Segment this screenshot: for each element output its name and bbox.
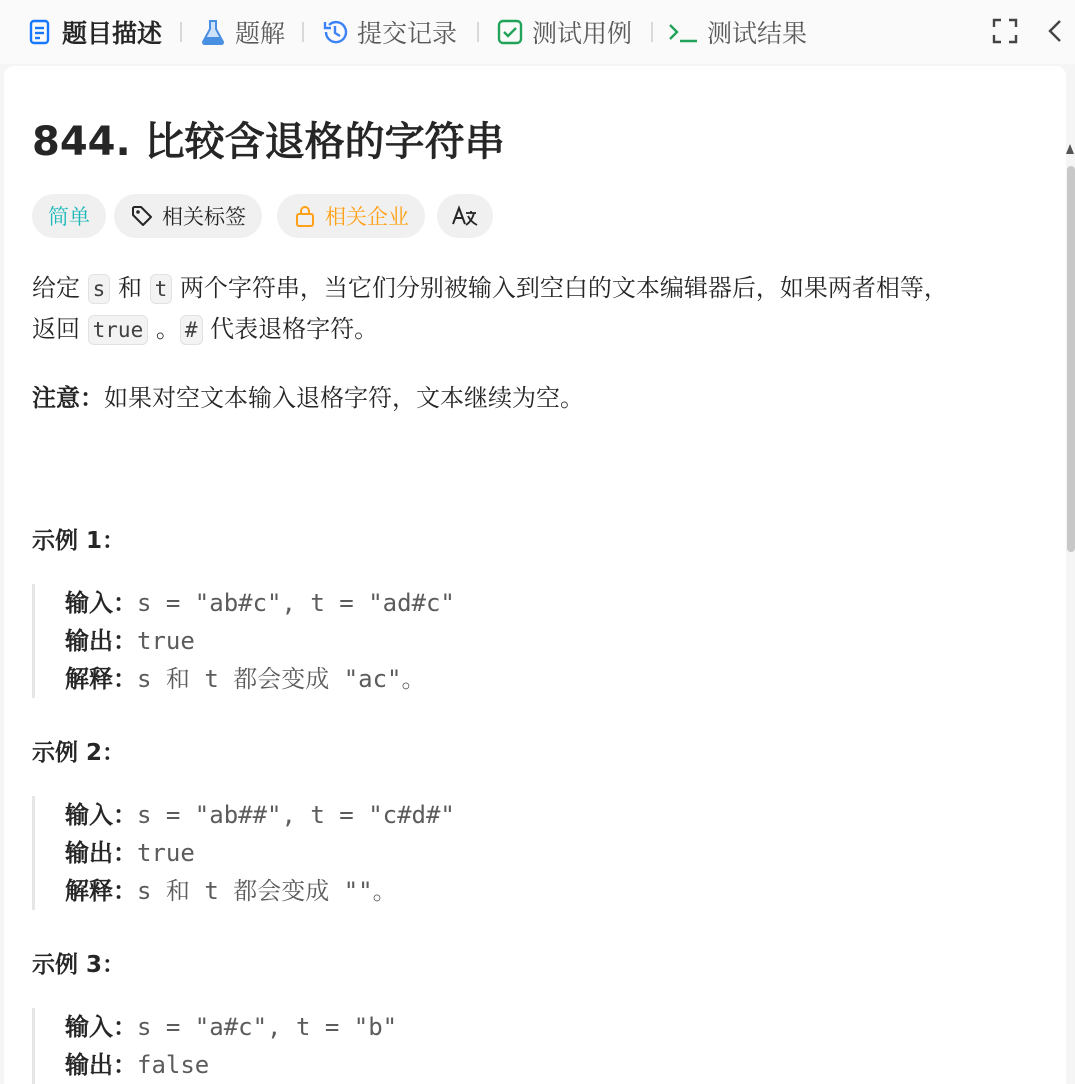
input-value: s = "ab#c", t = "ad#c" xyxy=(137,589,455,617)
output-label: 输出： xyxy=(65,839,137,867)
difficulty-badge[interactable] xyxy=(32,194,106,238)
desc-text: 。 xyxy=(155,315,180,343)
problem-title: 844. 比较含退格的字符串 xyxy=(32,119,505,165)
example-input-line xyxy=(65,796,932,834)
example-heading: 示例 3： xyxy=(32,952,126,978)
output-value: true xyxy=(137,839,195,867)
inline-code: s xyxy=(88,274,111,304)
example-heading: 示例 2： xyxy=(32,740,126,766)
example-explain-line xyxy=(65,660,932,698)
tab-label: 题解 xyxy=(235,19,286,48)
terminal-icon xyxy=(667,18,699,46)
inline-code: t xyxy=(150,274,173,304)
tag-icon xyxy=(130,204,154,228)
example-block xyxy=(32,796,932,910)
input-value: s = "ab##", t = "c#d#" xyxy=(137,801,455,829)
desc-text: 返回 xyxy=(32,315,80,343)
input-value: s = "a#c", t = "b" xyxy=(137,1013,398,1041)
desc-text: 和 xyxy=(117,274,142,302)
example-explain-line xyxy=(65,872,932,910)
tab-description[interactable] xyxy=(26,12,162,52)
input-label: 输入： xyxy=(65,589,137,617)
difficulty-label: 简单 xyxy=(48,205,90,229)
note-text: 如果对空文本输入退格字符，文本继续为空。 xyxy=(104,384,584,412)
tab-divider xyxy=(302,22,304,42)
input-label: 输入： xyxy=(65,1013,137,1041)
explain-value: s 和 t 都会变成 ""。 xyxy=(137,877,397,905)
tab-results[interactable] xyxy=(667,12,807,52)
description-icon xyxy=(26,18,54,46)
explain-label: 解释： xyxy=(65,665,137,693)
output-label: 输出： xyxy=(65,1051,137,1079)
example-heading: 示例 1： xyxy=(32,528,126,554)
example-block xyxy=(32,584,932,698)
desc-text: 两个字符串，当它们分别被输入到空白的文本编辑器后，如果两者相等， xyxy=(179,274,948,302)
translate-icon xyxy=(451,204,479,228)
tab-testcases[interactable] xyxy=(496,12,632,52)
tab-label: 提交记录 xyxy=(357,19,458,48)
example-block xyxy=(32,1008,932,1084)
tab-label: 测试用例 xyxy=(532,19,633,48)
inline-code: true xyxy=(88,315,149,345)
tab-divider xyxy=(180,22,182,42)
checkbox-icon xyxy=(496,18,524,46)
tab-bar xyxy=(0,0,1075,64)
inline-code: # xyxy=(180,315,203,345)
related-companies-button[interactable] xyxy=(277,194,425,238)
scroll-up-arrow-icon[interactable] xyxy=(1066,144,1074,154)
tab-solutions[interactable] xyxy=(199,12,285,52)
translate-button[interactable] xyxy=(437,194,493,238)
explain-label: 解释： xyxy=(65,877,137,905)
flask-icon xyxy=(199,18,227,46)
scrollbar-thumb[interactable] xyxy=(1067,166,1075,552)
note-label: 注意： xyxy=(32,384,104,412)
description-paragraph xyxy=(32,268,948,350)
explain-value: s 和 t 都会变成 "ac"。 xyxy=(137,665,426,693)
tab-label: 题目描述 xyxy=(62,19,163,48)
tab-label: 测试结果 xyxy=(707,19,808,48)
tab-submissions[interactable] xyxy=(321,12,457,52)
output-label: 输出： xyxy=(65,627,137,655)
example-output-line xyxy=(65,1046,932,1084)
output-value: false xyxy=(137,1051,210,1079)
collapse-icon[interactable] xyxy=(1040,16,1070,46)
lock-icon xyxy=(293,204,317,228)
desc-text: 给定 xyxy=(32,274,80,302)
example-output-line xyxy=(65,834,932,872)
tab-divider xyxy=(651,22,653,42)
example-output-line xyxy=(65,622,932,660)
output-value: true xyxy=(137,627,195,655)
related-tags-label: 相关标签 xyxy=(162,205,246,229)
note-paragraph xyxy=(32,378,584,418)
example-input-line xyxy=(65,584,932,622)
input-label: 输入： xyxy=(65,801,137,829)
problem-panel xyxy=(4,66,1066,1084)
scrollbar[interactable] xyxy=(1066,66,1075,1076)
related-tags-button[interactable] xyxy=(114,194,262,238)
history-icon xyxy=(321,18,349,46)
desc-text: 代表退格字符。 xyxy=(210,315,379,343)
related-companies-label: 相关企业 xyxy=(325,205,409,229)
tab-divider xyxy=(477,22,479,42)
example-input-line xyxy=(65,1008,932,1046)
fullscreen-icon[interactable] xyxy=(990,16,1020,46)
